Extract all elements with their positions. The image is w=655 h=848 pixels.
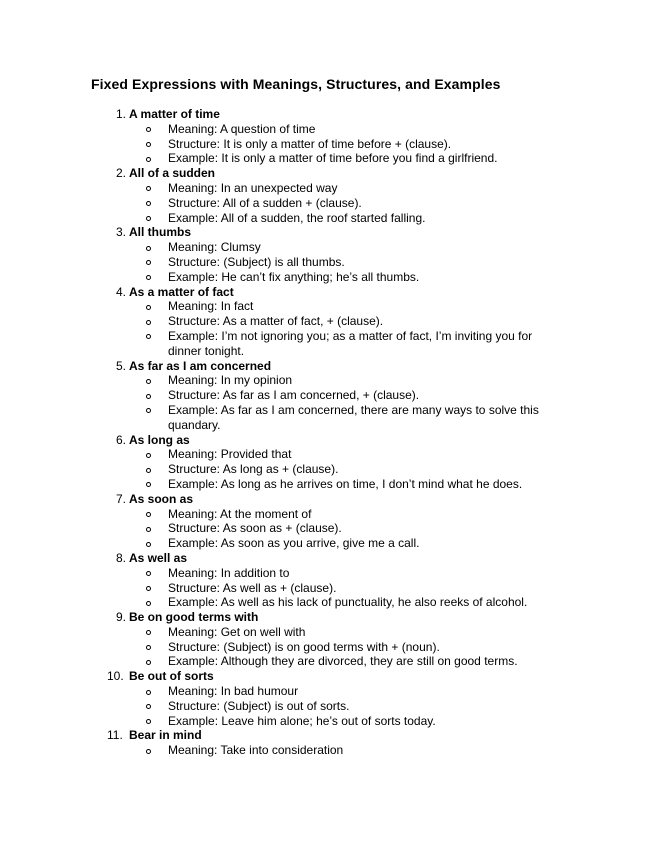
circle-bullet-icon	[146, 334, 151, 339]
expression-heading: Bear in mind	[129, 728, 202, 743]
structure-text: Structure: (Subject) is all thumbs.	[168, 254, 345, 269]
list-item	[0, 728, 655, 758]
expression-heading: As soon as	[129, 491, 194, 506]
item-number: 4.	[115, 284, 126, 299]
structure-line	[168, 196, 568, 211]
item-number: 10.	[107, 669, 124, 684]
item-number: 5.	[115, 358, 126, 373]
circle-bullet-icon	[146, 660, 151, 665]
structure-text: Structure: As soon as + (clause).	[168, 521, 342, 536]
circle-bullet-icon	[146, 704, 151, 709]
list-item	[0, 610, 655, 669]
example-text: Example: He can’t fix anything; he’s all thumbs.	[168, 269, 420, 284]
meaning-line	[168, 240, 568, 255]
meaning-line	[168, 566, 568, 581]
meaning-line	[168, 507, 568, 522]
circle-bullet-icon	[146, 186, 151, 191]
document-title: Fixed Expressions with Meanings, Structures, and Examples	[91, 76, 501, 92]
circle-bullet-icon	[146, 216, 151, 221]
circle-bullet-icon	[146, 275, 151, 280]
meaning-line	[168, 181, 568, 196]
structure-line	[168, 314, 568, 329]
item-number: 3.	[115, 225, 126, 240]
structure-line	[168, 699, 568, 714]
example-text: Example: All of a sudden, the roof started falling.	[168, 210, 426, 225]
expression-heading: All of a sudden	[129, 166, 216, 181]
structure-text: Structure: (Subject) is on good terms with + (noun).	[168, 639, 440, 654]
structure-line	[168, 255, 568, 270]
example-text: Example: I’m not ignoring you; as a matter of fact, I’m inviting you for dinner tonight.	[168, 328, 533, 358]
example-text: Example: Although they are divorced, they are still on good terms.	[168, 654, 518, 669]
list-item	[0, 492, 655, 551]
example-line	[168, 595, 568, 610]
expression-heading: As well as	[129, 550, 188, 565]
example-text: Example: It is only a matter of time before you find a girlfriend.	[168, 151, 498, 166]
structure-text: Structure: As well as + (clause).	[168, 580, 337, 595]
meaning-text: Meaning: At the moment of	[168, 506, 312, 521]
structure-text: Structure: It is only a matter of time before + (clause).	[168, 136, 452, 151]
expression-heading: Be on good terms with	[129, 610, 259, 625]
example-text: Example: Leave him alone; he’s out of sorts today.	[168, 713, 436, 728]
meaning-text: Meaning: A question of time	[168, 121, 316, 136]
structure-text: Structure: As far as I am concerned, + (clause).	[168, 388, 420, 403]
circle-bullet-icon	[146, 408, 151, 413]
structure-text: Structure: All of a sudden + (clause).	[168, 195, 362, 210]
circle-bullet-icon	[146, 142, 151, 147]
circle-bullet-icon	[146, 468, 151, 473]
structure-line	[168, 462, 568, 477]
structure-line	[168, 137, 568, 152]
list-item	[0, 359, 655, 433]
example-text: Example: As well as his lack of punctuality, he also reeks of alcohol.	[168, 595, 528, 610]
structure-text: Structure: As long as + (clause).	[168, 462, 339, 477]
meaning-text: Meaning: Get on well with	[168, 624, 306, 639]
item-number: 8.	[115, 550, 126, 565]
circle-bullet-icon	[146, 157, 151, 162]
circle-bullet-icon	[146, 601, 151, 606]
meaning-text: Meaning: Take into consideration	[168, 743, 344, 758]
meaning-text: Meaning: In addition to	[168, 565, 290, 580]
meaning-text: Meaning: In fact	[168, 299, 254, 314]
meaning-text: Meaning: In an unexpected way	[168, 180, 338, 195]
circle-bullet-icon	[146, 719, 151, 724]
meaning-line	[168, 122, 568, 137]
structure-line	[168, 640, 568, 655]
item-number: 11.	[107, 728, 123, 743]
example-line	[168, 151, 568, 166]
item-number: 9.	[115, 610, 126, 625]
structure-line	[168, 388, 568, 403]
expression-heading: As far as I am concerned	[129, 358, 272, 373]
meaning-text: Meaning: Provided that	[168, 447, 292, 462]
circle-bullet-icon	[146, 630, 151, 635]
example-line	[168, 477, 568, 492]
expression-list	[0, 107, 655, 758]
example-line	[168, 211, 568, 226]
example-line	[168, 270, 568, 285]
meaning-line	[168, 447, 568, 462]
example-line	[168, 714, 568, 729]
meaning-line	[168, 743, 568, 758]
structure-line	[168, 581, 568, 596]
expression-heading: As long as	[129, 432, 190, 447]
circle-bullet-icon	[146, 512, 151, 517]
structure-line	[168, 521, 568, 536]
circle-bullet-icon	[146, 246, 151, 251]
example-text: Example: As soon as you arrive, give me a call.	[168, 536, 420, 551]
structure-text: Structure: (Subject) is out of sorts.	[168, 698, 350, 713]
list-item	[0, 225, 655, 284]
item-number: 2.	[115, 166, 126, 181]
item-number: 7.	[115, 491, 126, 506]
circle-bullet-icon	[146, 127, 151, 132]
list-item	[0, 166, 655, 225]
meaning-line	[168, 373, 568, 388]
meaning-line	[168, 684, 568, 699]
circle-bullet-icon	[146, 453, 151, 458]
list-item	[0, 669, 655, 728]
list-item	[0, 107, 655, 166]
expression-heading: Be out of sorts	[129, 669, 214, 684]
circle-bullet-icon	[146, 542, 151, 547]
circle-bullet-icon	[146, 571, 151, 576]
expression-heading: A matter of time	[129, 107, 220, 121]
expression-heading: As a matter of fact	[129, 284, 234, 299]
circle-bullet-icon	[146, 379, 151, 384]
example-line	[168, 329, 568, 359]
structure-text: Structure: As a matter of fact, + (clause).	[168, 314, 384, 329]
item-number: 6.	[115, 432, 126, 447]
circle-bullet-icon	[146, 305, 151, 310]
circle-bullet-icon	[146, 260, 151, 265]
example-line	[168, 536, 568, 551]
meaning-line	[168, 299, 568, 314]
circle-bullet-icon	[146, 320, 151, 325]
list-item	[0, 551, 655, 610]
example-line	[168, 654, 568, 669]
expression-heading: All thumbs	[129, 225, 191, 240]
example-line	[168, 403, 568, 433]
circle-bullet-icon	[146, 586, 151, 591]
circle-bullet-icon	[146, 645, 151, 650]
example-text: Example: As long as he arrives on time, I don’t mind what he does.	[168, 476, 523, 491]
circle-bullet-icon	[146, 482, 151, 487]
circle-bullet-icon	[146, 749, 151, 754]
circle-bullet-icon	[146, 201, 151, 206]
circle-bullet-icon	[146, 690, 151, 695]
meaning-text: Meaning: Clumsy	[168, 240, 261, 255]
list-item	[0, 433, 655, 492]
meaning-text: Meaning: In my opinion	[168, 373, 293, 388]
example-text: Example: As far as I am concerned, there are many ways to solve this quandary.	[168, 402, 539, 432]
circle-bullet-icon	[146, 394, 151, 399]
meaning-line	[168, 625, 568, 640]
item-number: 1.	[115, 107, 126, 121]
list-item	[0, 285, 655, 359]
meaning-text: Meaning: In bad humour	[168, 684, 299, 699]
circle-bullet-icon	[146, 527, 151, 532]
